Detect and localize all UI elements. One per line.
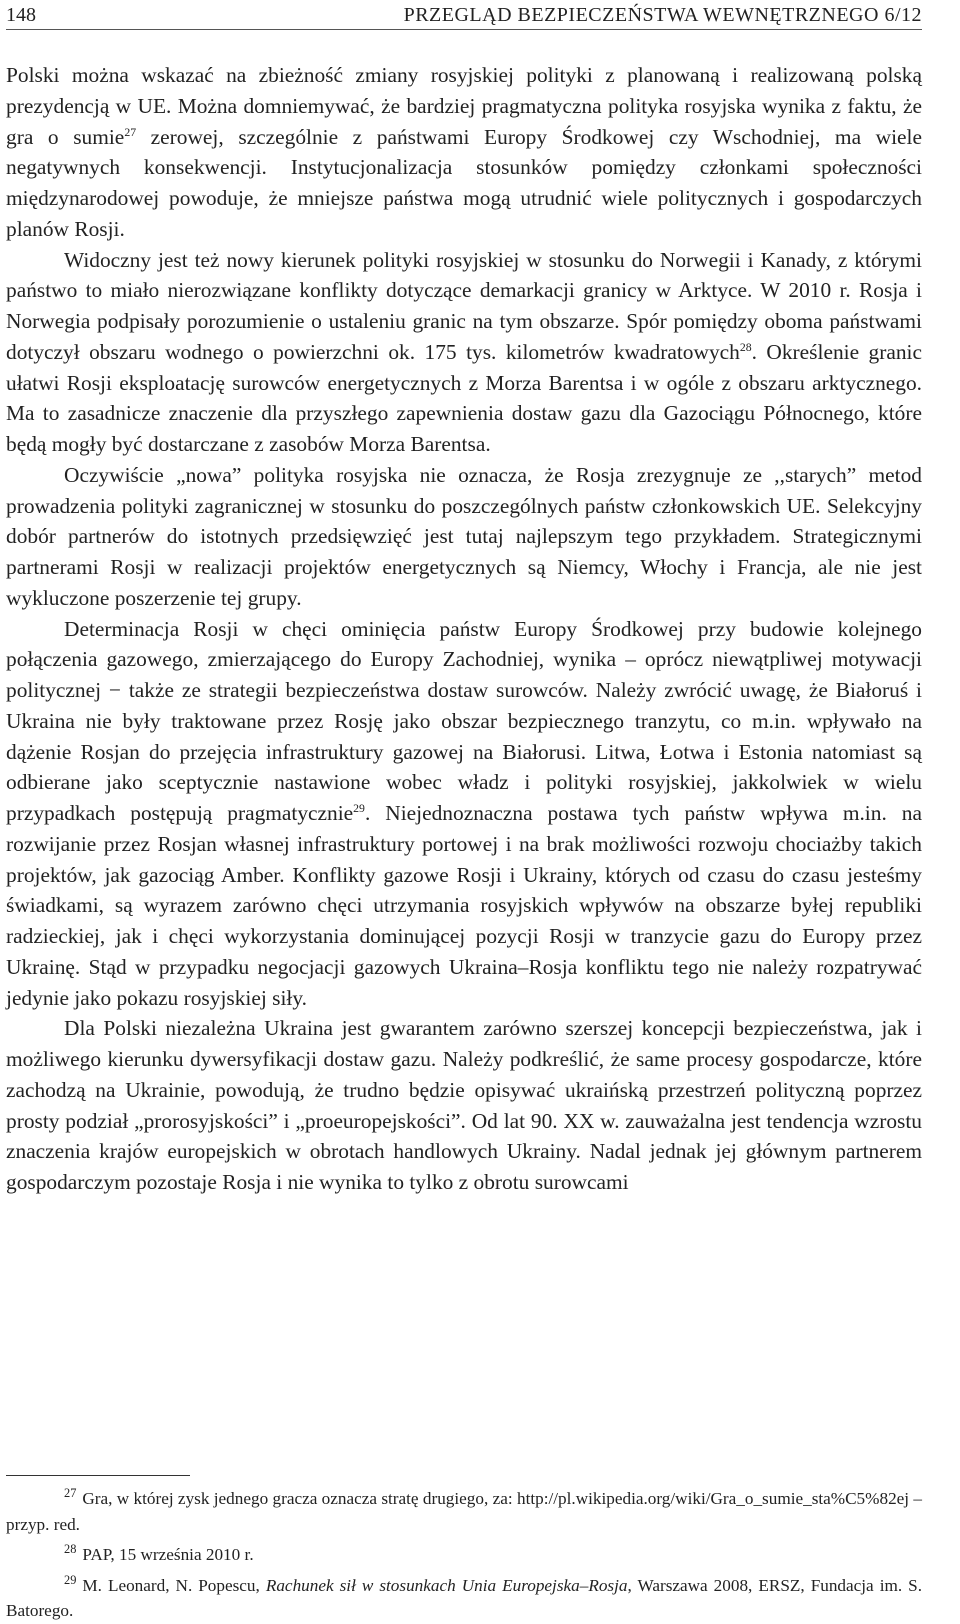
- journal-title: PRZEGLĄD BEZPIECZEŃSTWA WEWNĘTRZNEGO 6/12: [403, 4, 922, 26]
- paragraph: Dla Polski niezależna Ukraina jest gwarantem zarówno szerszej koncepcji bezpieczeństwa, jak i możliwego kierunku dywersyfikacji dostaw gazu. Należy podkreślić, że same procesy gospodarcze, które zachodzą na Ukrainie, powodują, że trudno będzie opisywać ukraińską przestrzeń polityczną poprzez prosty podział „prorosyjskości” i „proeuropejskości”. Od lat 90. XX w. zauważalna jest tendencja wzrostu znaczenia krajów europejskich w obrotach handlowych Ukrainy. Nadal jednak jej głównym partnerem gospodarczym pozostaje Rosja i nie wynika to tylko z obrotu surowcami: [6, 1016, 922, 1194]
- footnote-27: [6, 1486, 922, 1537]
- footnote-ref-29[interactable]: 29: [353, 801, 365, 815]
- footnote-number: 27: [64, 1486, 77, 1501]
- footnote-28: [6, 1542, 922, 1568]
- body-text: [6, 60, 922, 1198]
- footnote-text: M. Leonard, N. Popescu,: [82, 1575, 266, 1595]
- footnote-text: Gra, w której zysk jednego gracza oznacza stratę drugiego, za: http://pl.wikipedia.org/wiki/Gra_o_sumie_sta%C5%82ej – przyp. red.: [6, 1489, 922, 1534]
- footnote-text: , Warszawa 2008, ERSZ, Fundacja im. S. Batorego.: [6, 1575, 923, 1620]
- paragraph-text: Determinacja Rosji w chęci ominięcia państw Europy Środkowej przy budowie kolejnego połączenia gazowego, zmierzającego do Europy Zachodniej, wynika – oprócz niewątpliwej motywacji politycznej − także ze strategii bezpieczeństwa dostaw surowców. Należy zwrócić uwagę, że Białoruś i Ukraina nie były traktowane przez Rosję jako obszar bezpiecznego tranzytu, co m.in. wpływało na dążenie Rosjan do przejęcia infrastruktury gazowej na Białorusi. Litwa, Łotwa i Estonia natomiast są odbierane jako sceptycznie nastawione wobec władz i polityki rosyjskiej, jakkolwiek w wielu przypadkach postępują pragmatycznie: [6, 616, 922, 825]
- footnotes: [6, 1486, 922, 1624]
- footnote-ref-27[interactable]: 27: [124, 125, 137, 139]
- paragraph-text: . Określenie granic ułatwi Rosji eksploatację surowców energetycznych z Morza Barentsa i w ogóle z obszaru arktycznego. Ma to zasadnicze znaczenie dla przyszłego zapewnienia dostaw gazu dla Gazociągu Północnego, które będą mogły być dostarczane z zasobów Morza Barentsa.: [6, 339, 922, 456]
- paragraph: [6, 60, 922, 245]
- cited-title: Rachunek sił w stosunkach Unia Europejska–Rosja: [265, 1575, 628, 1595]
- footnote-divider: [6, 1475, 190, 1476]
- paragraph-text: Widoczny jest też nowy kierunek polityki rosyjskiej w stosunku do Norwegii i Kanady, z którymi państwo to miało nierozwiązane konflikty dotyczące demarkacji granicy w Arktyce. W 2010 r. Rosja i Norwegia podpisały porozumienie o ustaleniu granic na tym obszarze. Spór pomiędzy oboma państwami dotyczył obszaru wodnego o powierzchni ok. 175 tys. kilometrów kwadratowych: [6, 247, 922, 364]
- paragraph: [6, 245, 922, 460]
- paragraph: [6, 614, 922, 1014]
- paragraph-text: Polski można wskazać na zbieżność zmiany rosyjskiej polityki z planowaną i realizowaną polską prezydencją w UE. Można domniemywać, że bardziej pragmatyczna polityka rosyjska wynika z faktu, że gra o sumie: [6, 63, 922, 149]
- footnote-number: 29: [64, 1572, 77, 1587]
- footnote-text: PAP, 15 września 2010 r.: [82, 1545, 254, 1564]
- footnote-number: 28: [64, 1542, 77, 1557]
- running-header: [6, 2, 922, 30]
- paragraph: Oczywiście „nowa” polityka rosyjska nie oznacza, że Rosja zrezygnuje ze ,,starych” metod prowadzenia polityki zagranicznej w stosunku do poszczególnych państw członkowskich UE. Selekcyjny dobór partnerów do istotnych przedsięwzięć jest tutaj najlepszym tego przykładem. Strategicznymi partnerami Rosji w realizacji projektów energetycznych są Niemcy, Włochy i Francja, ale nie jest wykluczone poszerzenie tej grupy.: [6, 462, 922, 610]
- page-number: 148: [6, 4, 36, 26]
- paragraph-text: zerowej, szczególnie z państwami Europy Środkowej czy Wschodniej, ma wiele negatywnych konsekwencji. Instytucjonalizacja stosunków pomiędzy członkami społeczności międzynarodowej powoduje, że mniejsze państwa mogą utrudnić wiele politycznych i gospodarczych planów Rosji.: [6, 124, 922, 241]
- footnote-ref-28[interactable]: 28: [739, 340, 752, 354]
- footnote-29: [6, 1573, 922, 1624]
- paragraph-text: . Niejednoznaczna postawa tych państw wpływa m.in. na rozwijanie przez Rosjan własnej infrastruktury portowej i na brak możliwości rozwoju chociażby takich projektów, jak gazociąg Amber. Konflikty gazowe Rosji i Ukrainy, których od czasu do czasu jesteśmy świadkami, są wyrazem zarówno chęci utrzymania rosyjskich wpływów na obszarze byłej republiki radzieckiej, jak i chęci wykorzystania dominującej pozycji Rosji w tranzycie gazu do Europy przez Ukrainę. Stąd w przypadku negocjacji gazowych Ukraina–Rosja konfliktu tego nie należy rozpatrywać jedynie jako pokazu rosyjskiej siły.: [6, 801, 922, 1010]
